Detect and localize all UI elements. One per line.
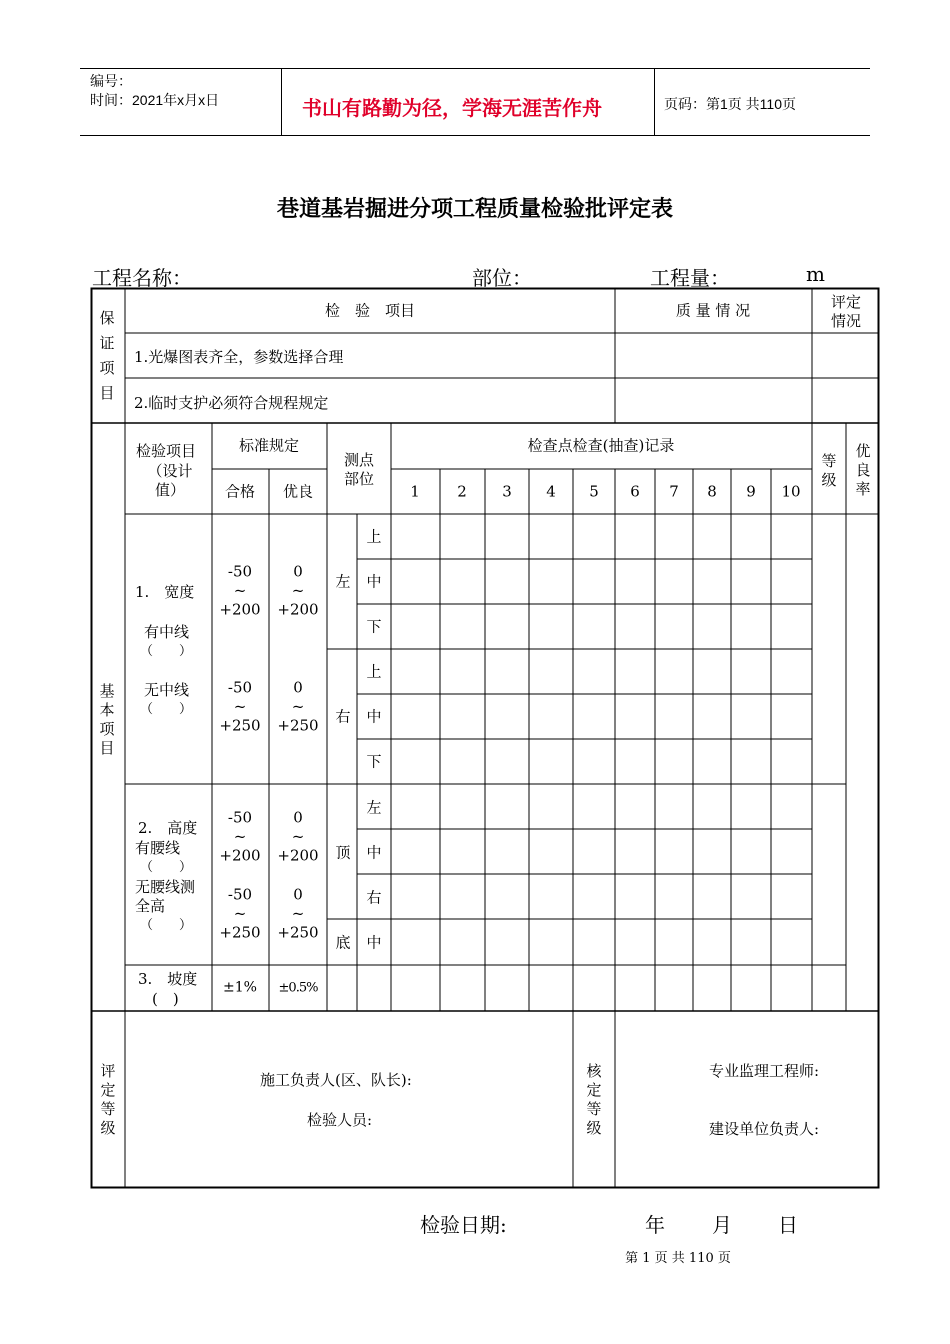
- guarantee-col-rating: 评定情况: [830, 293, 861, 330]
- position-label: 中: [366, 843, 382, 862]
- record-number: 1: [410, 482, 420, 501]
- width-pass-b: -50 ~ +250: [219, 678, 261, 735]
- position-label: 中: [366, 933, 382, 952]
- supervisor: 专业监理工程师:: [709, 1062, 820, 1080]
- height-paren-b: （ ）: [140, 918, 193, 933]
- record-number: 6: [630, 482, 640, 501]
- height-title: 2. 高度: [138, 819, 198, 837]
- width-side-right: 右: [335, 707, 351, 726]
- slope-paren: ( ): [152, 990, 179, 1008]
- position-label: 下: [366, 752, 382, 771]
- basic-section-label: 基本项目: [99, 682, 115, 757]
- record-number: 9: [746, 482, 756, 501]
- position-label: 上: [366, 662, 382, 681]
- time-label: 时间：2021年x月x日: [90, 92, 220, 108]
- page-footer: 第 1 页 共 110 页: [625, 1251, 731, 1266]
- guarantee-col-quality: 质 量 情 况: [675, 301, 751, 320]
- width-title: 1. 宽度: [135, 583, 195, 601]
- height-pass-a: -50 ~ +200: [219, 808, 261, 865]
- owner: 建设单位负责人:: [709, 1120, 820, 1138]
- position-label: 中: [366, 707, 382, 726]
- record-number: 8: [707, 482, 717, 501]
- col-pass: 合格: [224, 482, 256, 501]
- col-grade: 等级: [821, 452, 837, 489]
- rating-label: 评定等级: [100, 1062, 116, 1137]
- height-with-waist: 有腰线: [135, 839, 181, 857]
- height-full: 全高: [135, 897, 166, 915]
- date-year: 年: [645, 1213, 665, 1237]
- width-without-center: 无中线: [144, 681, 190, 699]
- page-label: 页码：第1页 共110页: [664, 96, 796, 112]
- motto: 书山有路勤为径，学海无涯苦作舟: [302, 98, 602, 120]
- width-side-left: 左: [335, 572, 351, 591]
- position-label: 右: [366, 888, 382, 907]
- col-rate: 优良率: [855, 442, 871, 498]
- height-without-waist: 无腰线测: [135, 878, 196, 896]
- location-label: 部位：: [472, 266, 532, 290]
- record-number: 5: [589, 482, 599, 501]
- width-paren-b: （ ）: [140, 702, 193, 717]
- height-excellent-b: 0 ~ +250: [277, 885, 319, 942]
- col-point: 测点部位: [343, 451, 374, 488]
- inspector: 检验人员:: [307, 1111, 373, 1129]
- height-top: 顶: [335, 843, 351, 862]
- slope-excellent: ±0.5%: [278, 980, 318, 996]
- width-excellent-a: 0 ~ +200: [277, 562, 319, 619]
- quantity-unit: m: [806, 262, 825, 286]
- position-label: 上: [366, 527, 382, 546]
- record-number: 7: [669, 482, 679, 501]
- guarantee-item-2: 2.临时支护必须符合规程规定: [134, 394, 329, 412]
- record-number: 3: [502, 482, 512, 501]
- col-check-item: 检验项目: [136, 442, 197, 460]
- width-with-center: 有中线: [144, 623, 190, 641]
- form-title: 巷道基岩掘进分项工程质量检验批评定表: [276, 196, 673, 221]
- col-check-item-sub: （设计值）: [147, 462, 193, 499]
- width-pass-a: -50 ~ +200: [219, 562, 261, 619]
- slope-pass: ±1%: [223, 979, 257, 996]
- slope-title: 3. 坡度: [138, 970, 198, 988]
- verify-label: 核定等级: [586, 1062, 602, 1137]
- col-standard: 标准规定: [238, 436, 300, 455]
- record-number: 4: [546, 482, 556, 501]
- date-day: 日: [778, 1213, 798, 1237]
- quantity-label: 工程量：: [650, 266, 730, 290]
- guarantee-item-1: 1.光爆图表齐全，参数选择合理: [134, 348, 344, 366]
- record-number: 10: [781, 482, 801, 501]
- position-label: 左: [366, 798, 382, 817]
- col-records: 检查点检查(抽查)记录: [527, 436, 675, 455]
- width-paren-a: （ ）: [140, 644, 193, 659]
- position-label: 中: [366, 572, 382, 591]
- serial-label: 编号：: [90, 73, 132, 89]
- guarantee-section-label: 保证项目: [99, 309, 115, 402]
- inspection-date-label: 检验日期:: [420, 1213, 507, 1237]
- width-excellent-b: 0 ~ +250: [277, 678, 319, 735]
- height-pass-b: -50 ~ +250: [219, 885, 261, 942]
- height-paren-a: （ ）: [140, 860, 193, 875]
- project-name-label: 工程名称：: [92, 266, 192, 290]
- position-label: 下: [366, 617, 382, 636]
- guarantee-col-item: 检 验 项目: [324, 301, 416, 320]
- col-excellent: 优良: [282, 482, 314, 501]
- record-number: 2: [457, 482, 467, 501]
- construction-leader: 施工负责人(区、队长):: [260, 1071, 412, 1089]
- height-excellent-a: 0 ~ +200: [277, 808, 319, 865]
- date-month: 月: [712, 1213, 732, 1237]
- height-bottom: 底: [335, 933, 351, 952]
